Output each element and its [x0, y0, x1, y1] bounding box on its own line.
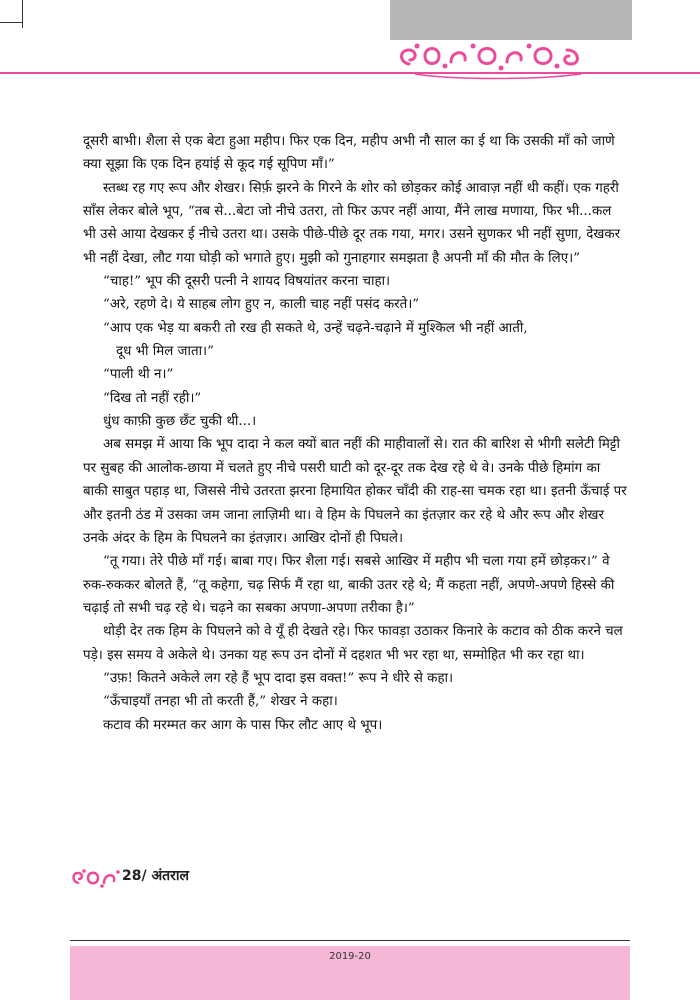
paragraph: दूध भी मिल जाता।” [116, 344, 214, 360]
paragraph: “पाली थी न।” [103, 367, 174, 383]
paragraph: धुंध काफ़ी कुछ छँट चुकी थी...। [103, 414, 257, 430]
paragraph: “ऊँचाइयाँ तनहा भी तो करती हैं,” शेखर ने कहा। [103, 694, 338, 710]
paragraph: थोड़ी देर तक हिम के पिघलने को वे यूँ ही देखते रहे। फिर फावड़ा उठाकर किनारे के कटाव को ठीक करने चल पड़े। इस समय वे अकेले थे। उनका यह रूप उन दोनों में दहशत भी भर रहा था, सम्मोहित भी कर रहा था। [83, 624, 623, 663]
edition-year: 2019-20 [329, 951, 371, 962]
crop-mark-vertical [22, 0, 23, 28]
paragraph: “तू गया। तेरे पीछे माँ गई। बाबा गए। फिर शैला गई। सबसे आखिर में महीप भी चला गया हमें छोड़कर।” वे रुक-रुककर बोलते हैं, “तू कहेगा, चढ़ सिर्फ मैं रहा था, बाकी उतर रहे थे; मैं कहता नहीं, अपणे-अपणे हिस्से की चढ़ाई तो सभी चढ़ रहे थे। चढ़ने का सबका अपणा-अपणा तरीका है।” [83, 554, 615, 616]
header-rule [0, 72, 700, 74]
paragraph: दूसरी बाभी। शैला से एक बेटा हुआ महीप। फिर एक दिन, महीप अभी नौ साल का ई था कि उसकी माँ को जाणे क्या सूझा कि एक दिन हयांई से कूद गई सूपिण माँ।” [83, 134, 615, 173]
body-text [83, 130, 628, 737]
paragraph: “आप एक भेड़ या बकरी तो रख ही सकते थे, उन्हें चढ़ने-चढ़ाने में मुश्किल भी नहीं आती, [103, 320, 528, 336]
paragraph: “चाह!” भूप की दूसरी पत्नी ने शायद विषयांतर करना चाहा। [103, 274, 391, 290]
paragraph: “अरे, रहणे दे। ये साहब लोग हुए न, काली चाह नहीं पसंद करते।” [103, 297, 420, 313]
header-gray-block [390, 0, 632, 40]
footer-rule [70, 940, 630, 941]
paragraph: “उफ़! कितने अकेले लग रहे हैं भूप दादा इस वक्त!” रूप ने धीरे से कहा। [103, 670, 454, 686]
paragraph: अब समझ में आया कि भूप दादा ने कल क्यों बात नहीं की माहीवालों से। रात की बारिश से भीगी सलेटी मिट्टी पर सुबह की आलोक-छाया में चलते हुए नीचे पसरी घाटी को दूर-दूर तक देख रहे थे वे। उनके पीछे हिमांग का बाकी साबुत पहाड़ था, जिससे नीचे उतरता झरना हिमायित होकर चाँदी की राह-सा चमक रहा था। इतनी ऊँचाई पर और इतनी ठंड में उसका जम जाना लाज़िमी था। वे हिम के पिघलने का इंतज़ार कर रहे थे और रूप और शेखर उनके अंदर के हिम के पिघलने का इंतज़ार। आखिर दोनों ही पिघले। [83, 437, 627, 546]
paragraph: स्तब्ध रह गए रूप और शेखर। सिर्फ़ झरने के गिरने के शोर को छोड़कर कोई आवाज़ नहीं थी कहीं। एक गहरी साँस लेकर बोले भूप, “तब से...बेटा जो नीचे उतरा, तो फिर ऊपर नहीं आया, मैंने लाख मणाया, फिर भी...कल भी उसे आया देखकर ई नीचे उतरा था। उसके पीछे-पीछे दूर तक गया, मगर। उसने सुणकर भी नहीं सुणा, देखकर भी नहीं देखा, लौट गया घोड़ी को भगाते हुए। मुझी को गुनाहगार समझता है अपनी माँ की मौत के लिए।” [83, 180, 621, 266]
paragraph: कटाव की मरम्मत कर आग के पास फिर लौट आए थे भूप। [103, 717, 383, 733]
page-number: 28/ अंतराल [122, 868, 189, 884]
footer-bar [70, 946, 630, 1000]
crop-mark-horizontal [0, 22, 22, 23]
footer-ornament-icon [70, 865, 122, 891]
paragraph: “दिख तो नहीं रही।” [103, 390, 202, 406]
